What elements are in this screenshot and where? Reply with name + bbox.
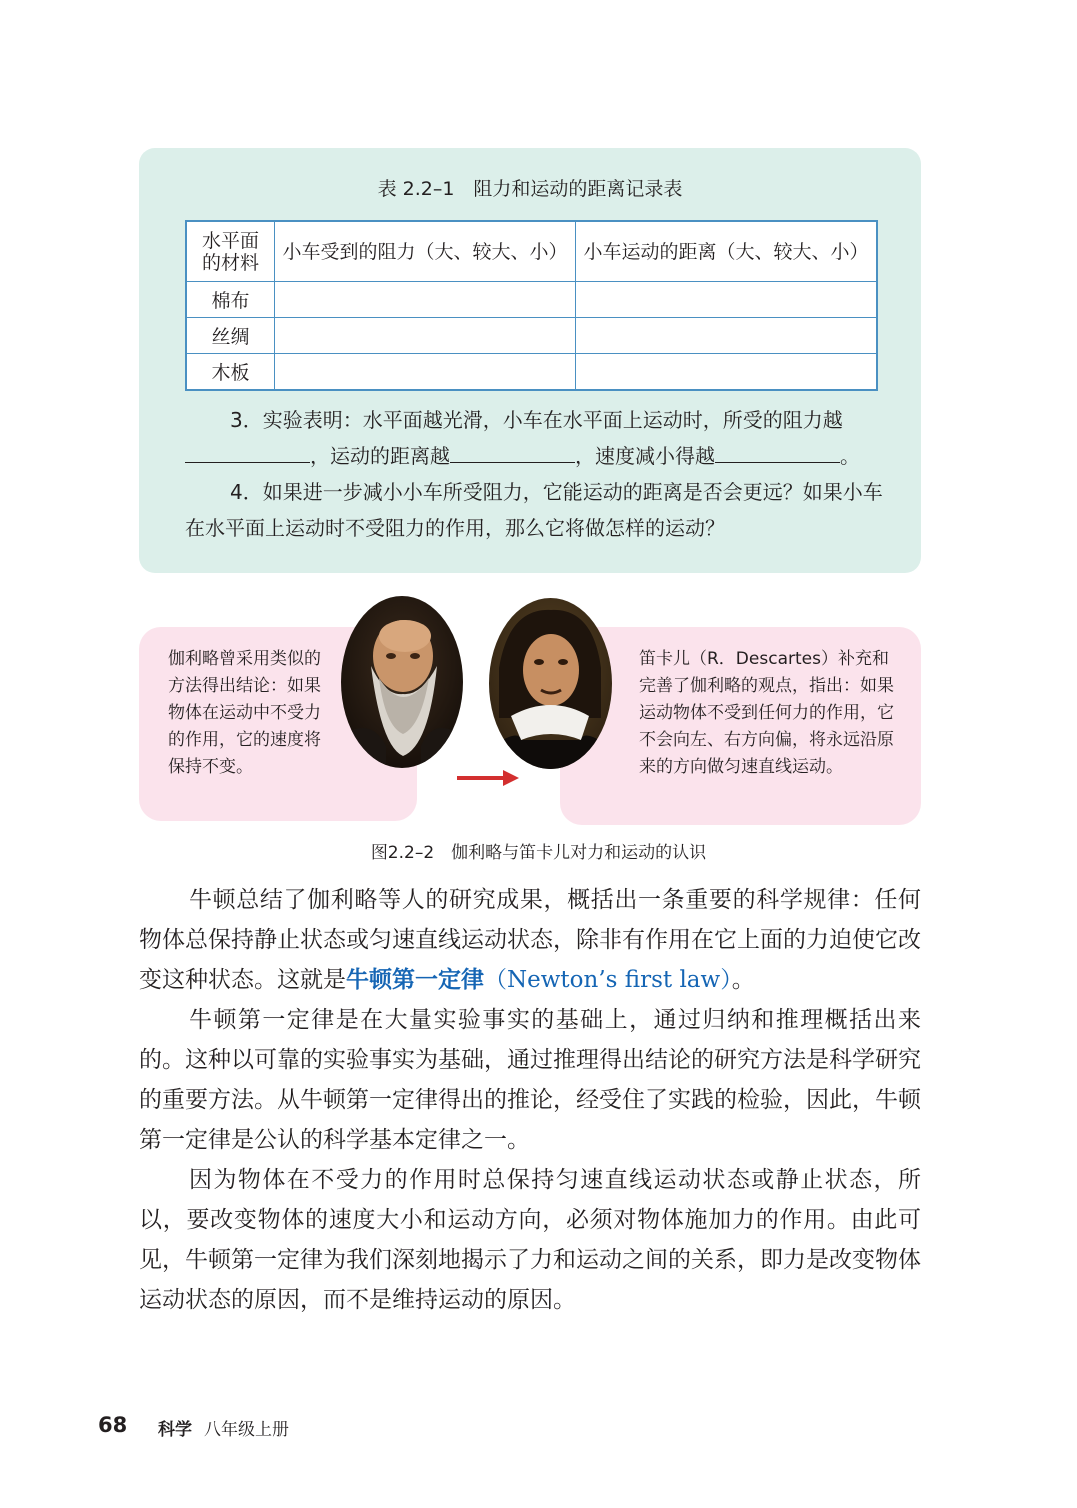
table-title: 表 2.2–1 阻力和运动的距离记录表: [377, 178, 683, 200]
grade: 八年级上册: [204, 1420, 289, 1440]
table-row: [186, 318, 877, 354]
key-term-english: （Newton’s first law）: [484, 967, 732, 993]
fill-blank: [715, 440, 840, 463]
table-cell: [576, 318, 878, 354]
table-cell: [275, 282, 576, 318]
paragraph-newton-law: [139, 880, 921, 1000]
table-cell-material: 棉布: [186, 282, 275, 318]
table-cell: [576, 282, 878, 318]
activity-box: [139, 148, 921, 573]
descartes-callout-text: 笛卡儿（R．Descartes）补充和完善了伽利略的观点，指出：如果运动物体不受到任何力的作用，它不会向左、右方向偏，将永远沿原来的方向做匀速直线运动。: [639, 649, 894, 777]
table-cell: [576, 354, 878, 391]
fill-blank: [450, 440, 575, 463]
figure-caption: 图2.2–2 伽利略与笛卡儿对力和运动的认识: [370, 843, 707, 863]
fill-blank: [185, 440, 310, 463]
table-header-material: 水平面 的材料: [186, 221, 275, 282]
table-row: [186, 354, 877, 391]
book-title: [158, 1415, 289, 1440]
table-header-resistance: 小车受到的阻力（大、较大、小）: [275, 221, 576, 282]
table-cell: [275, 318, 576, 354]
table-header-row: [186, 221, 877, 282]
question-3-line1: 3．实验表明：水平面越光滑，小车在水平面上运动时，所受的阻力越: [230, 408, 843, 432]
table-cell: [275, 354, 576, 391]
question-3-part1: ，运动的距离越: [310, 444, 450, 468]
descartes-portrait: [489, 598, 612, 769]
paragraph-relationship: 因为物体在不受力的作用时总保持匀速直线运动状态或静止状态，所以，要改变物体的速度大小和运动方向，必须对物体施加力的作用。由此可见，牛顿第一定律为我们深刻地揭示了力和运动之间的关系，即力是改变物体运动状态的原因，而不是维持运动的原因。: [139, 1167, 921, 1313]
table-cell-material: 丝绸: [186, 318, 275, 354]
arrow-right-icon: [457, 770, 519, 786]
record-table: [185, 220, 878, 391]
paragraph-text: 。: [731, 967, 755, 993]
question-3-line2: [185, 438, 885, 474]
key-term: 牛顿第一定律: [346, 967, 484, 993]
page-number: 68: [98, 1413, 128, 1437]
table-row: [186, 282, 877, 318]
question-3-part2: ，速度减小得越: [575, 444, 715, 468]
galileo-callout-text: 伽利略曾采用类似的方法得出结论：如果物体在运动中不受力的作用，它的速度将保持不变。: [168, 649, 321, 777]
galileo-portrait: [341, 596, 463, 768]
paragraph-method: 牛顿第一定律是在大量实验事实的基础上，通过归纳和推理概括出来的。这种以可靠的实验事实为基础，通过推理得出结论的研究方法是科学研究的重要方法。从牛顿第一定律得出的推论，经受住了实践的检验，因此，牛顿第一定律是公认的科学基本定律之一。: [139, 1007, 921, 1153]
table-header-distance: 小车运动的距离（大、较大、小）: [576, 221, 878, 282]
table-cell-material: 木板: [186, 354, 275, 391]
subject: 科学: [158, 1420, 192, 1440]
question-4: 4．如果进一步减小小车所受阻力，它能运动的距离是否会更远？如果小车在水平面上运动时不受阻力的作用，那么它将做怎样的运动？: [185, 480, 883, 540]
paragraph-text: 牛顿总结了伽利略等人的研究成果，概括出一条重要的科学规律：任何物体总保持静止状态或匀速直线运动状态，除非有作用在它上面的力迫使它改变这种状态。这就是: [139, 887, 921, 993]
question-3-end: 。: [840, 444, 860, 468]
